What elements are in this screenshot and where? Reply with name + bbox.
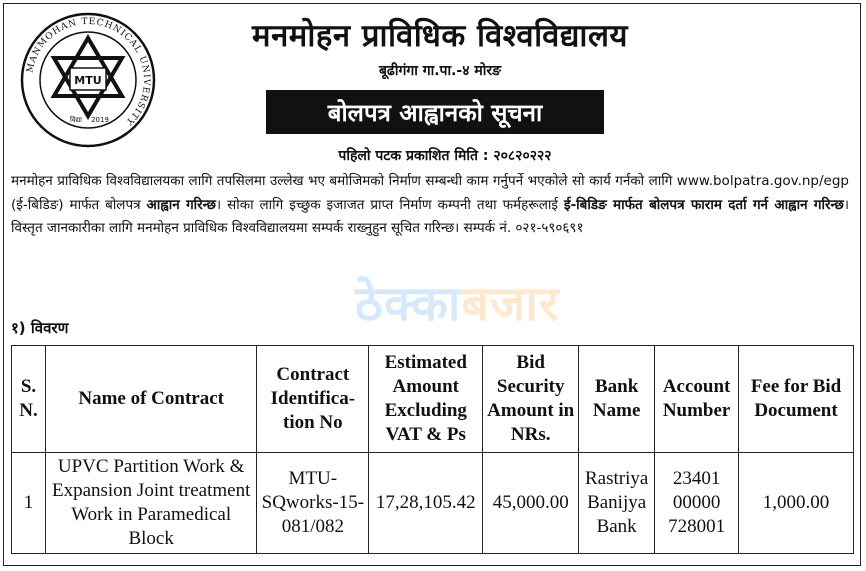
notice-body (11, 170, 849, 241)
section-title: १) विवरण (11, 319, 69, 337)
logo-motto: विद्या (70, 116, 82, 124)
col-header-bank: Bank Name (579, 346, 655, 453)
body-part-1: मनमोहन प्राविधिक विश्वविद्यालयका लागि तपसिलमा उल्लेख भए बमोजिमको निर्माण सम्बन्धी काम गर्नुपर्ने भएकोले सो कार्य गर्नको लागि www.bolpatra.gov.np/egp (ई-बिडिङ) मार्फत बोलपत्र (11, 173, 849, 213)
col-header-fee: Fee for Bid Document (739, 346, 854, 453)
cell-account: 23401 00000 728001 (655, 453, 739, 554)
body-part-2: । सोका लागि इच्छुक इजाजत प्राप्त निर्माण कम्पनी तथा फर्महरूलाई (216, 196, 564, 213)
logo-ring-text: MANMOHAN TECHNICAL UNIVERSITY (25, 16, 152, 127)
watermark-part-1: ठेक्का (355, 276, 462, 332)
watermark (355, 270, 559, 335)
body-bold-2: ई-बिडिङ मार्फत बोलपत्र फाराम दर्ता गर्न आह्वान गरिन्छ (563, 196, 844, 213)
watermark-part-2: बजार (461, 276, 560, 332)
col-header-security: Bid Security Amount in NRs. (483, 346, 579, 453)
body-bold-1: आह्वान गरिन्छ (146, 196, 217, 213)
notice-title: बोलपत्र आह्वानको सूचना (327, 98, 543, 127)
col-header-estimate: Estimated Amount Excluding VAT & Ps (369, 346, 483, 453)
col-header-contract-id: Contract Identifica-tion No (257, 346, 369, 453)
contract-table (11, 345, 854, 554)
table-header-row (12, 346, 854, 453)
cell-sn: 1 (12, 453, 46, 554)
cell-estimate: 17,28,105.42 (369, 453, 483, 554)
body-part-3: । विस्तृत जानकारीका लागि मनमोहन प्राविधिक विश्वविद्यालयमा सम्पर्क राख्नुहुन सूचित गरिन्छ। सम्पर्क नं. ०२१-५९०६९१ (11, 196, 849, 236)
table-row (12, 453, 854, 554)
logo-center-text: MTU (74, 74, 102, 87)
col-header-sn: S. N. (12, 346, 46, 453)
published-date: पहिलो पटक प्रकाशित मिति : २०८२०२२२ (338, 148, 552, 164)
university-name: मनमोहन प्राविधिक विश्वविद्यालय (252, 18, 628, 54)
col-header-account: Account Number (655, 346, 739, 453)
cell-fee: 1,000.00 (739, 453, 854, 554)
university-logo (18, 10, 158, 150)
cell-bank: Rastriya Banijya Bank (579, 453, 655, 554)
col-header-name: Name of Contract (45, 346, 256, 453)
cell-name: UPVC Partition Work & Expansion Joint treatment Work in Paramedical Block (45, 453, 256, 554)
notice-title-banner (266, 90, 604, 134)
cell-contract-id: MTU-SQworks-15-081/082 (257, 453, 369, 554)
university-address: बूढीगंगा गा.पा.-४ मोरङ (378, 63, 502, 79)
logo-year: 2019 (91, 116, 109, 124)
cell-security: 45,000.00 (483, 453, 579, 554)
